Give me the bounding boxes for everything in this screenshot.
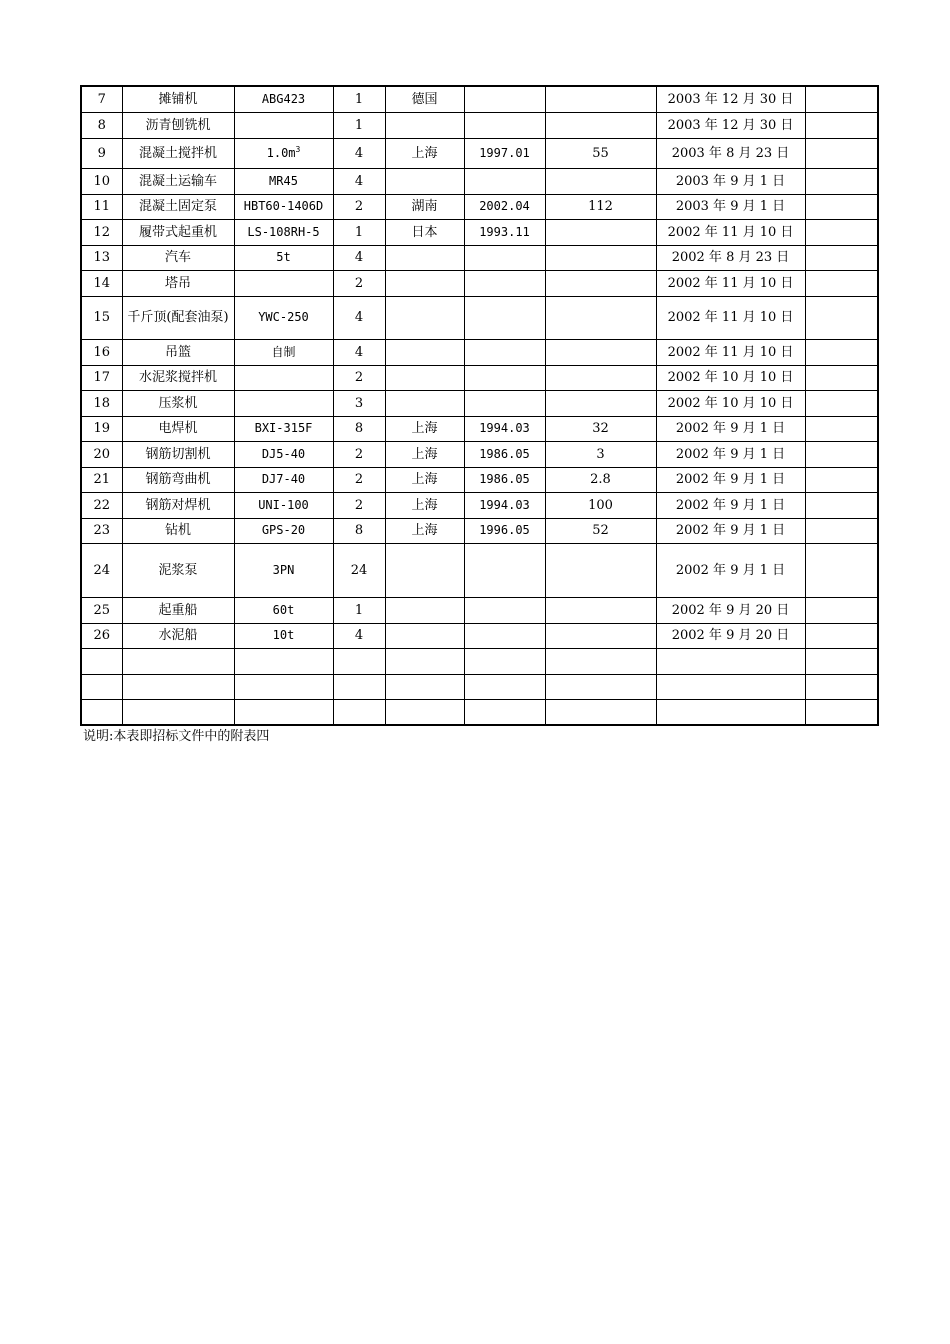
cell-power bbox=[545, 623, 656, 648]
table-row bbox=[81, 390, 878, 416]
cell-model: GPS-20 bbox=[234, 518, 333, 543]
cell-date: 2002 年 11 月 10 日 bbox=[656, 296, 805, 339]
cell-origin bbox=[385, 623, 464, 648]
cell-note bbox=[805, 441, 878, 467]
cell-model bbox=[234, 648, 333, 674]
table-row bbox=[81, 168, 878, 194]
cell-model: YWC-250 bbox=[234, 296, 333, 339]
cell-year bbox=[464, 648, 545, 674]
cell-note bbox=[805, 518, 878, 543]
table-row bbox=[81, 112, 878, 138]
cell-qty: 2 bbox=[333, 492, 385, 518]
cell-no: 16 bbox=[81, 339, 122, 365]
cell-qty: 1 bbox=[333, 112, 385, 138]
cell-origin: 日本 bbox=[385, 219, 464, 245]
cell-power bbox=[545, 86, 656, 112]
cell-year bbox=[464, 112, 545, 138]
cell-date: 2002 年 9 月 1 日 bbox=[656, 492, 805, 518]
cell-no: 20 bbox=[81, 441, 122, 467]
cell-name: 起重船 bbox=[122, 597, 234, 623]
cell-model: DJ7-40 bbox=[234, 467, 333, 492]
cell-date: 2002 年 10 月 10 日 bbox=[656, 390, 805, 416]
cell-power bbox=[545, 270, 656, 296]
cell-note bbox=[805, 245, 878, 270]
cell-year: 1994.03 bbox=[464, 492, 545, 518]
cell-power bbox=[545, 339, 656, 365]
cell-no: 12 bbox=[81, 219, 122, 245]
table-row bbox=[81, 699, 878, 725]
cell-note bbox=[805, 339, 878, 365]
cell-origin: 湖南 bbox=[385, 194, 464, 219]
cell-qty bbox=[333, 674, 385, 699]
table-row bbox=[81, 543, 878, 597]
cell-model: $1.0m^3$ bbox=[234, 138, 333, 168]
cell-date: 2003 年 9 月 1 日 bbox=[656, 194, 805, 219]
cell-qty: 4 bbox=[333, 623, 385, 648]
cell-note bbox=[805, 648, 878, 674]
table-row bbox=[81, 365, 878, 390]
cell-name: 压浆机 bbox=[122, 390, 234, 416]
cell-note bbox=[805, 597, 878, 623]
cell-date: 2002 年 9 月 1 日 bbox=[656, 518, 805, 543]
cell-date bbox=[656, 699, 805, 725]
cell-model bbox=[234, 112, 333, 138]
cell-no bbox=[81, 674, 122, 699]
cell-power bbox=[545, 597, 656, 623]
cell-model bbox=[234, 674, 333, 699]
cell-power bbox=[545, 245, 656, 270]
cell-qty: 1 bbox=[333, 219, 385, 245]
cell-note bbox=[805, 112, 878, 138]
cell-model bbox=[234, 270, 333, 296]
cell-date: 2002 年 9 月 20 日 bbox=[656, 623, 805, 648]
cell-model: UNI-100 bbox=[234, 492, 333, 518]
cell-name: 泥浆泵 bbox=[122, 543, 234, 597]
cell-name: 钻机 bbox=[122, 518, 234, 543]
cell-note bbox=[805, 623, 878, 648]
cell-note bbox=[805, 296, 878, 339]
cell-note bbox=[805, 86, 878, 112]
table-row bbox=[81, 194, 878, 219]
cell-power bbox=[545, 699, 656, 725]
cell-origin bbox=[385, 674, 464, 699]
cell-no: 25 bbox=[81, 597, 122, 623]
cell-name: 塔吊 bbox=[122, 270, 234, 296]
cell-origin: 上海 bbox=[385, 518, 464, 543]
cell-note bbox=[805, 390, 878, 416]
cell-year: 1986.05 bbox=[464, 467, 545, 492]
cell-qty: 4 bbox=[333, 168, 385, 194]
table-row bbox=[81, 623, 878, 648]
cell-year bbox=[464, 699, 545, 725]
cell-note bbox=[805, 270, 878, 296]
cell-no: 9 bbox=[81, 138, 122, 168]
cell-no: 21 bbox=[81, 467, 122, 492]
cell-name bbox=[122, 699, 234, 725]
cell-origin bbox=[385, 543, 464, 597]
table-row bbox=[81, 674, 878, 699]
model-superscript: 3 bbox=[295, 144, 301, 154]
table-row bbox=[81, 648, 878, 674]
cell-year bbox=[464, 543, 545, 597]
cell-origin: 上海 bbox=[385, 416, 464, 441]
cell-note bbox=[805, 168, 878, 194]
cell-name bbox=[122, 674, 234, 699]
cell-qty: 3 bbox=[333, 390, 385, 416]
cell-power: 32 bbox=[545, 416, 656, 441]
cell-no: 15 bbox=[81, 296, 122, 339]
cell-year bbox=[464, 86, 545, 112]
cell-qty: 4 bbox=[333, 138, 385, 168]
cell-qty bbox=[333, 699, 385, 725]
cell-no: 11 bbox=[81, 194, 122, 219]
cell-date: 2002 年 9 月 20 日 bbox=[656, 597, 805, 623]
cell-origin bbox=[385, 245, 464, 270]
cell-qty: 4 bbox=[333, 245, 385, 270]
cell-date bbox=[656, 648, 805, 674]
cell-qty: 2 bbox=[333, 467, 385, 492]
cell-date: 2003 年 12 月 30 日 bbox=[656, 112, 805, 138]
cell-year: 1986.05 bbox=[464, 441, 545, 467]
cell-name bbox=[122, 648, 234, 674]
cell-origin: 德国 bbox=[385, 86, 464, 112]
cell-power bbox=[545, 365, 656, 390]
cell-note bbox=[805, 138, 878, 168]
cell-qty: 2 bbox=[333, 365, 385, 390]
cell-qty: 1 bbox=[333, 597, 385, 623]
cell-power: 2.8 bbox=[545, 467, 656, 492]
cell-date: 2002 年 9 月 1 日 bbox=[656, 543, 805, 597]
cell-no bbox=[81, 648, 122, 674]
table-row bbox=[81, 86, 878, 112]
table-row bbox=[81, 270, 878, 296]
cell-no: 13 bbox=[81, 245, 122, 270]
cell-year bbox=[464, 339, 545, 365]
table-row bbox=[81, 416, 878, 441]
cell-year: 1997.01 bbox=[464, 138, 545, 168]
cell-power: 100 bbox=[545, 492, 656, 518]
cell-date: 2002 年 8 月 23 日 bbox=[656, 245, 805, 270]
cell-name: 沥青刨铣机 bbox=[122, 112, 234, 138]
cell-name: 电焊机 bbox=[122, 416, 234, 441]
cell-note bbox=[805, 194, 878, 219]
cell-name: 混凝土搅拌机 bbox=[122, 138, 234, 168]
cell-note bbox=[805, 492, 878, 518]
equipment-table-body bbox=[81, 86, 878, 725]
cell-qty: 2 bbox=[333, 194, 385, 219]
cell-no: 22 bbox=[81, 492, 122, 518]
cell-no: 10 bbox=[81, 168, 122, 194]
cell-name: 混凝土运输车 bbox=[122, 168, 234, 194]
cell-note bbox=[805, 416, 878, 441]
cell-no: 7 bbox=[81, 86, 122, 112]
cell-no: 14 bbox=[81, 270, 122, 296]
cell-name: 钢筋对焊机 bbox=[122, 492, 234, 518]
cell-model: 3PN bbox=[234, 543, 333, 597]
cell-year bbox=[464, 390, 545, 416]
footnote: 说明:本表即招标文件中的附表四 bbox=[83, 729, 270, 744]
cell-note bbox=[805, 543, 878, 597]
cell-note bbox=[805, 674, 878, 699]
cell-date: 2003 年 9 月 1 日 bbox=[656, 168, 805, 194]
cell-model: 60t bbox=[234, 597, 333, 623]
cell-qty: 8 bbox=[333, 518, 385, 543]
table-row bbox=[81, 296, 878, 339]
cell-no: 17 bbox=[81, 365, 122, 390]
cell-date: 2002 年 9 月 1 日 bbox=[656, 441, 805, 467]
cell-date: 2002 年 9 月 1 日 bbox=[656, 416, 805, 441]
cell-no: 8 bbox=[81, 112, 122, 138]
cell-qty: 24 bbox=[333, 543, 385, 597]
cell-qty: 4 bbox=[333, 296, 385, 339]
cell-model: 5t bbox=[234, 245, 333, 270]
cell-model: BXI-315F bbox=[234, 416, 333, 441]
cell-year bbox=[464, 270, 545, 296]
cell-power: 52 bbox=[545, 518, 656, 543]
cell-power bbox=[545, 674, 656, 699]
cell-year: 1996.05 bbox=[464, 518, 545, 543]
cell-qty: 1 bbox=[333, 86, 385, 112]
cell-origin bbox=[385, 296, 464, 339]
cell-date: 2002 年 9 月 1 日 bbox=[656, 467, 805, 492]
cell-name: 履带式起重机 bbox=[122, 219, 234, 245]
cell-no: 18 bbox=[81, 390, 122, 416]
cell-qty: 8 bbox=[333, 416, 385, 441]
cell-origin bbox=[385, 270, 464, 296]
cell-model: 自制 bbox=[234, 339, 333, 365]
cell-model bbox=[234, 699, 333, 725]
cell-year: 1994.03 bbox=[464, 416, 545, 441]
cell-power bbox=[545, 296, 656, 339]
cell-name: 吊篮 bbox=[122, 339, 234, 365]
table-row bbox=[81, 219, 878, 245]
table-row bbox=[81, 518, 878, 543]
cell-power bbox=[545, 219, 656, 245]
equipment-table bbox=[80, 85, 879, 726]
cell-date: 2002 年 11 月 10 日 bbox=[656, 339, 805, 365]
table-row bbox=[81, 492, 878, 518]
cell-qty bbox=[333, 648, 385, 674]
cell-name: 水泥船 bbox=[122, 623, 234, 648]
cell-no: 24 bbox=[81, 543, 122, 597]
cell-name: 汽车 bbox=[122, 245, 234, 270]
cell-note bbox=[805, 365, 878, 390]
cell-name: 千斤顶(配套油泵) bbox=[122, 296, 234, 339]
cell-year bbox=[464, 245, 545, 270]
cell-date bbox=[656, 674, 805, 699]
cell-origin bbox=[385, 168, 464, 194]
cell-power bbox=[545, 390, 656, 416]
cell-date: 2002 年 11 月 10 日 bbox=[656, 219, 805, 245]
cell-note bbox=[805, 219, 878, 245]
cell-date: 2003 年 8 月 23 日 bbox=[656, 138, 805, 168]
cell-date: 2002 年 11 月 10 日 bbox=[656, 270, 805, 296]
cell-model: ABG423 bbox=[234, 86, 333, 112]
cell-year bbox=[464, 623, 545, 648]
cell-origin bbox=[385, 597, 464, 623]
cell-model: MR45 bbox=[234, 168, 333, 194]
cell-qty: 4 bbox=[333, 339, 385, 365]
cell-origin bbox=[385, 648, 464, 674]
cell-name: 水泥浆搅拌机 bbox=[122, 365, 234, 390]
cell-note bbox=[805, 699, 878, 725]
cell-power: 112 bbox=[545, 194, 656, 219]
cell-date: 2003 年 12 月 30 日 bbox=[656, 86, 805, 112]
cell-date: 2002 年 10 月 10 日 bbox=[656, 365, 805, 390]
cell-note bbox=[805, 467, 878, 492]
cell-name: 混凝土固定泵 bbox=[122, 194, 234, 219]
cell-name: 钢筋切割机 bbox=[122, 441, 234, 467]
cell-year bbox=[464, 597, 545, 623]
cell-model: DJ5-40 bbox=[234, 441, 333, 467]
cell-year: 2002.04 bbox=[464, 194, 545, 219]
cell-model bbox=[234, 365, 333, 390]
cell-power: 55 bbox=[545, 138, 656, 168]
cell-model: 10t bbox=[234, 623, 333, 648]
cell-model: HBT60-1406D bbox=[234, 194, 333, 219]
cell-origin bbox=[385, 365, 464, 390]
cell-origin: 上海 bbox=[385, 138, 464, 168]
table-row bbox=[81, 339, 878, 365]
cell-name: 钢筋弯曲机 bbox=[122, 467, 234, 492]
table-row bbox=[81, 597, 878, 623]
cell-year bbox=[464, 168, 545, 194]
cell-model bbox=[234, 390, 333, 416]
table-row bbox=[81, 245, 878, 270]
cell-year bbox=[464, 365, 545, 390]
cell-origin bbox=[385, 339, 464, 365]
cell-no bbox=[81, 699, 122, 725]
cell-origin: 上海 bbox=[385, 441, 464, 467]
cell-power: 3 bbox=[545, 441, 656, 467]
cell-year: 1993.11 bbox=[464, 219, 545, 245]
cell-power bbox=[545, 112, 656, 138]
cell-year bbox=[464, 674, 545, 699]
cell-model: LS-108RH-5 bbox=[234, 219, 333, 245]
cell-no: 23 bbox=[81, 518, 122, 543]
cell-origin bbox=[385, 390, 464, 416]
table-row bbox=[81, 441, 878, 467]
cell-power bbox=[545, 648, 656, 674]
cell-power bbox=[545, 543, 656, 597]
table-row bbox=[81, 138, 878, 168]
cell-name: 摊铺机 bbox=[122, 86, 234, 112]
cell-origin: 上海 bbox=[385, 467, 464, 492]
cell-origin: 上海 bbox=[385, 492, 464, 518]
cell-no: 19 bbox=[81, 416, 122, 441]
cell-qty: 2 bbox=[333, 270, 385, 296]
cell-no: 26 bbox=[81, 623, 122, 648]
table-row bbox=[81, 467, 878, 492]
cell-origin bbox=[385, 112, 464, 138]
cell-qty: 2 bbox=[333, 441, 385, 467]
cell-origin bbox=[385, 699, 464, 725]
cell-power bbox=[545, 168, 656, 194]
cell-year bbox=[464, 296, 545, 339]
